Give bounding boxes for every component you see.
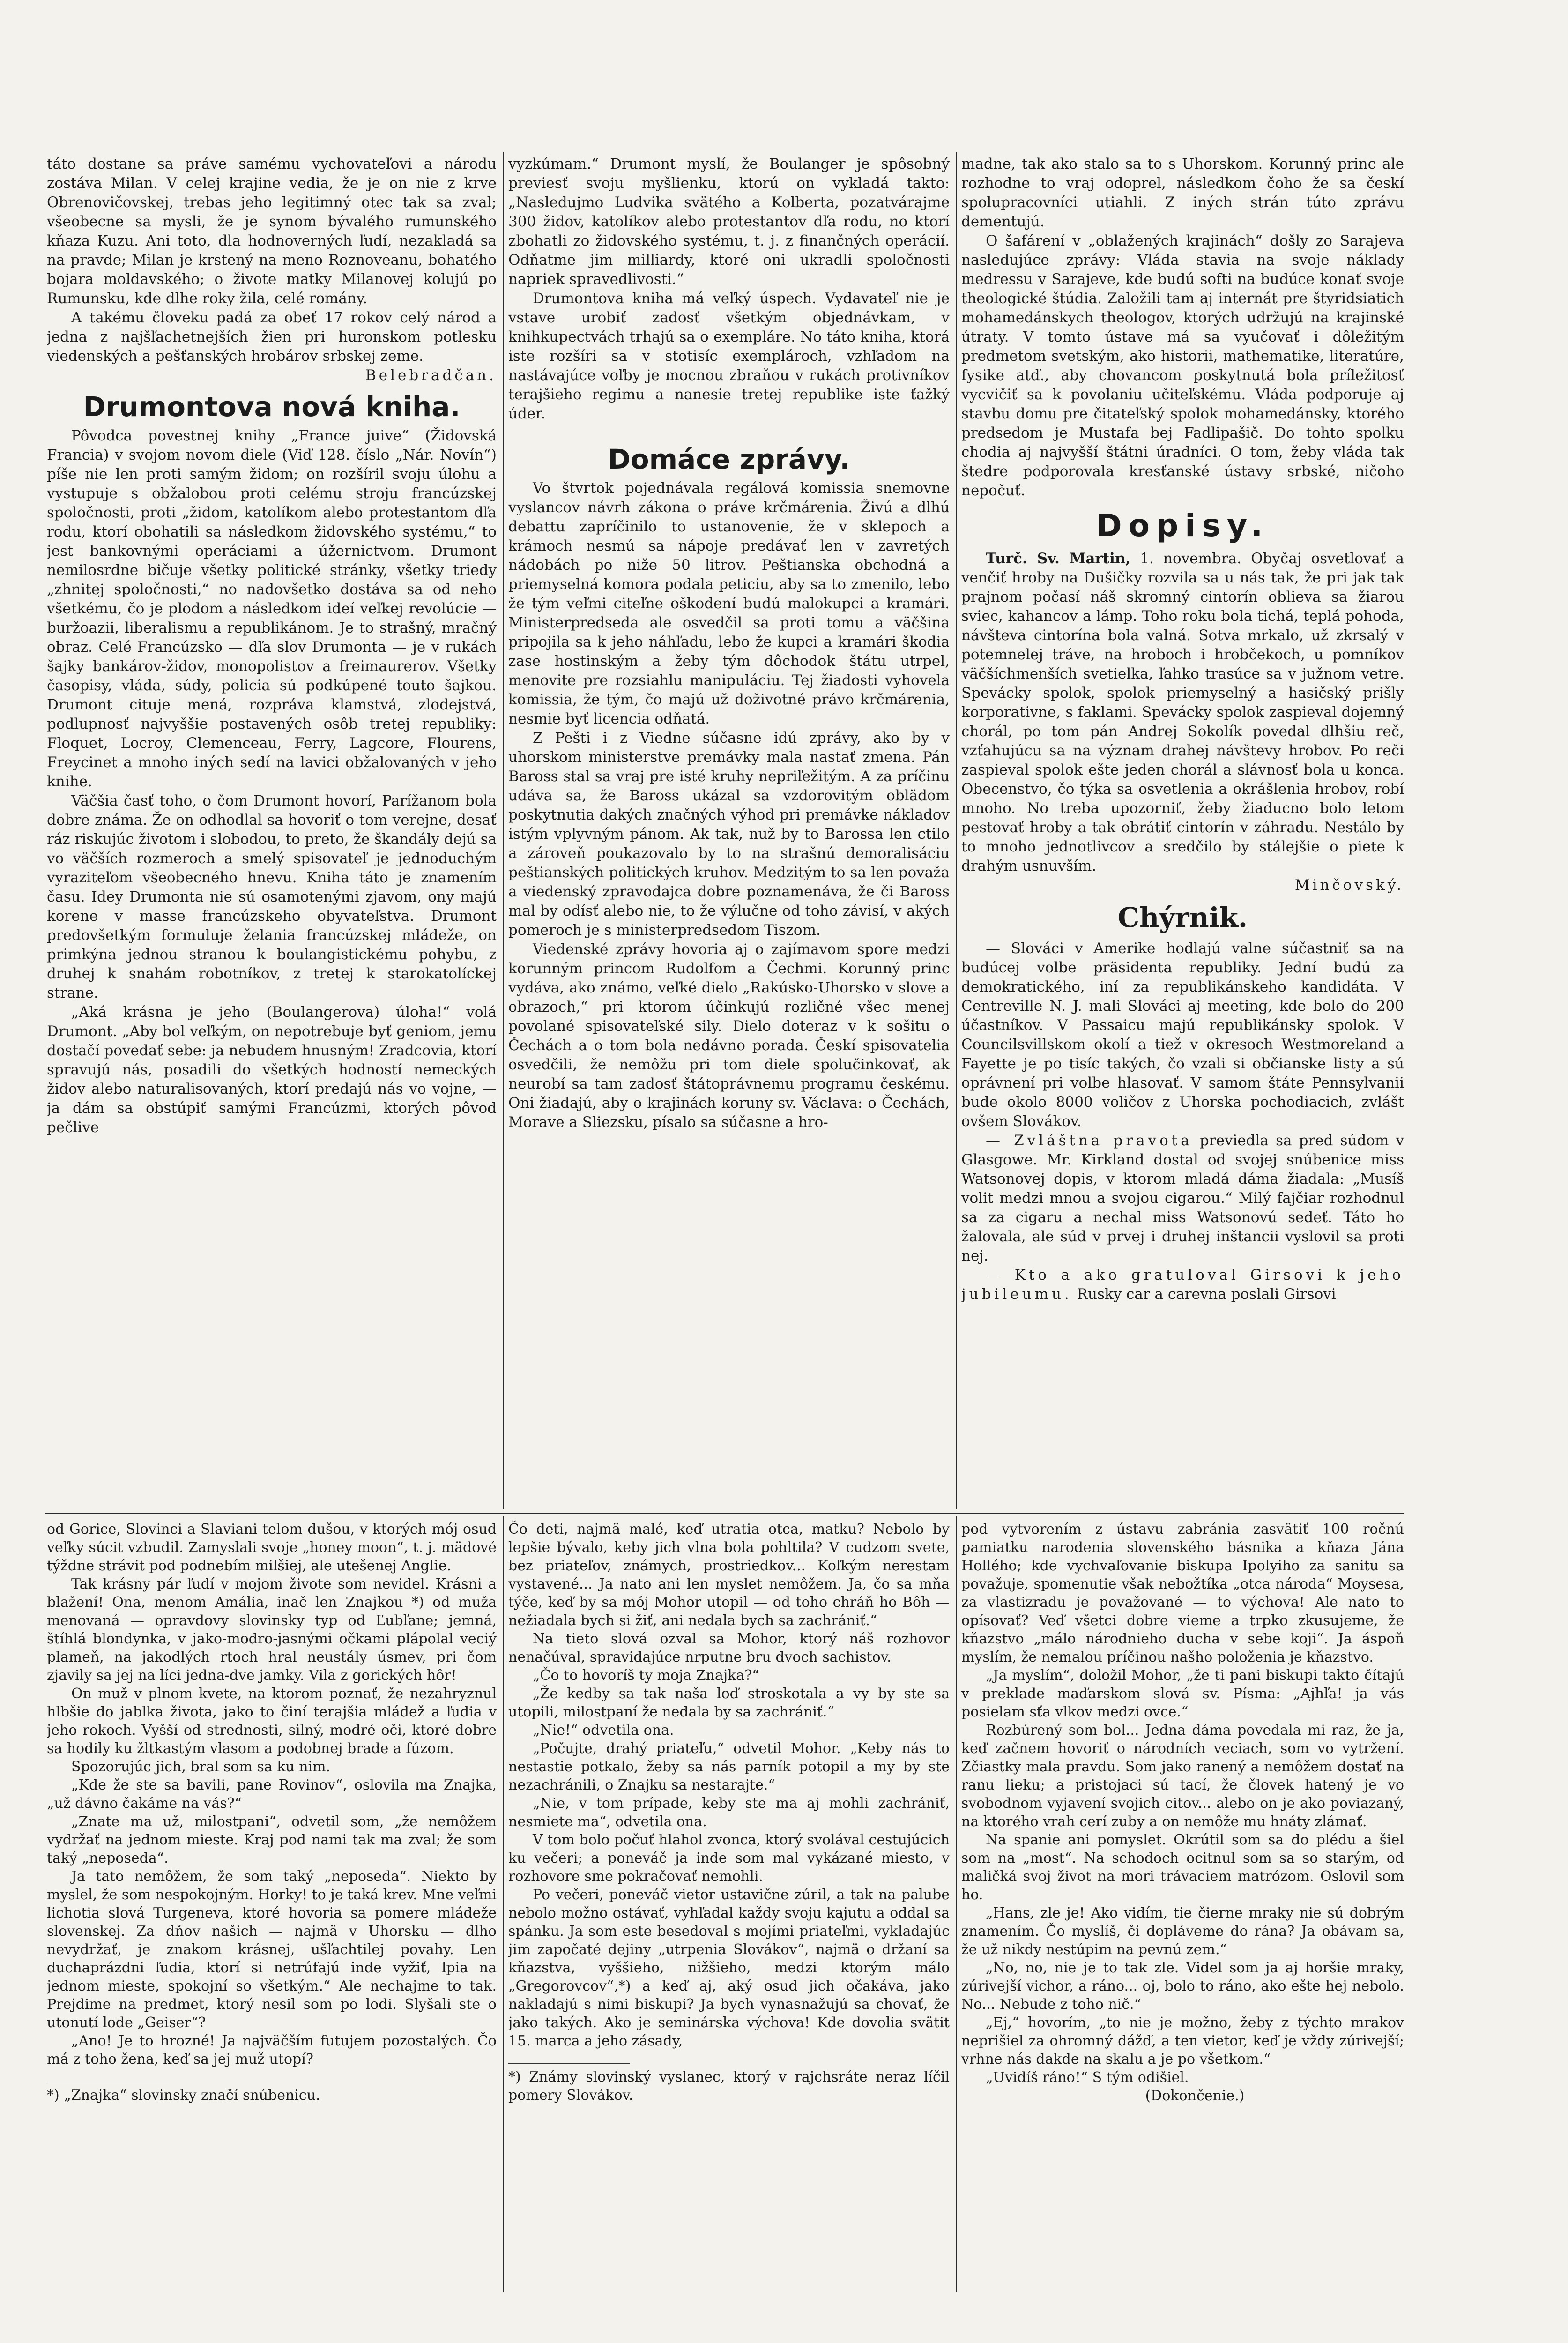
paragraph: „Nie!“ odvetila ona. [533, 1722, 674, 1739]
footnote-rule [508, 2063, 630, 2064]
paragraph: Spozorujúc jich, bral som sa ku nim. [71, 1759, 331, 1775]
column-a [47, 155, 497, 1509]
paragraph: Čo deti, najmä malé, keď utratia otca, matku? Nebolo by lepšie bývalo, keby jich vlna bola pohltila? V cudzom svete, bez priateľov, známych, prostriedkov... Koľkým nerestam vystavené... Ja nato ani len myslet nemôžem. Ja, čo sa mňa týče, keď by sa mój Mohor utopil — od toho chráň ho Bôh — nežiadala bych si žiť, ani nedala bych sa zachrániť.“ [508, 1521, 950, 1629]
paragraph: pod vytvorením z ústavu zabránia zasvätiť 100 ročnú pamiatku narodenia slovenského básnika a kňaza Jána Hollého; kde vychvaľovanie biskupa Ipolyiho za sanitu sa považuje, spomenutie však nebožtíka „otca národa“ Moysesa, za vlastizradu je považované — to výchova! Ale nato to opísovať? Veď všetci dobre vieme a trpko zkusujeme, že kňazstvo „málo národnieho ducha v sebe koji“. Ja áspoň myslím, že nemalou príčinou našho položenia je kňazstvo. [961, 1521, 1404, 1665]
feuilleton-column-a [47, 1520, 497, 2293]
paragraph: Z Pešti i z Viedne súčasne idú zprávy, ako by v uhorskom ministerstve premávky mala nastať zmena. Pán Baross stal sa vraj pre isté kruhy nepriľežitým. A za príčinu udáva sa, že Baross ukázal sa vzdorovitým oblädom poskytnutia dakých značných výhod pri premávke nákladov istým vplyvným pánom. Ak tak, nuž by to Barossa len ctilo a zároveň poukazovalo by to na strašnú demoralisáciu peštianských politických kruhov. Medzitým to sa len považa a viedenský zpravodajca dobre poznamenáva, že či Baross mal by odísť alebo nie, to že výlučne od toho závisí, v akých pomeroch je s ministerpredsedom Tiszom. [508, 730, 950, 939]
paragraph: A takému človeku padá za obeť 17 rokov celý národ a jedna z najšľachetnejších žien pri huronskom potlesku viedenských a pešťanských hrobárov srbskej zeme. [47, 309, 497, 365]
paragraph: Drumontova kniha má veľký úspech. Vydavateľ nie je vstave urobiť zadosť všetkým objednávkam, v knihkupectvách trhajú sa o exempláre. No táto kniha, ktorá iste rozšíri sa v stotisíc exemplároch, vzhľadom na nastávajúce voľby je mocnou zbraňou v rukách protivníkov terajšieho regimu a nanesie tretej republike iste ťažký úder. [508, 290, 950, 422]
paragraph-text: Rusky car a carevna poslali Girsovi [1072, 1286, 1336, 1303]
paragraph: „Čo to hovoríš ty moja Znajka?“ [533, 1667, 759, 1684]
paragraph [961, 1266, 1404, 1304]
paragraph-text: previedla sa pred súdom v Glasgowe. Mr. Kirkland dostal od svojej snúbenice miss Watsonovej dopis, v ktorom mladá dáma žiadala: „Musíš volit medzi mnou a svojou cigarou.“ Milý fajčiar rozhodnul sa za cigaru a nechal miss Watsonovú sedeť. Táto ho žalovala, ale súd v prvej i druhej inštancii vyslovil sa proti nej. [961, 1132, 1404, 1264]
paragraph: „Znate ma už, milostpani“, odvetil som, „že nemôžem vydržať na jednom mieste. Kraj pod nami tak ma zval; že som taký „neposeda“. [47, 1813, 497, 1866]
paragraph: táto dostane sa práve samému vychovateľovi a národu zostáva Milan. V celej krajine vedia, že je on nie z krve Obrenovičovskej, trebas jeho legitimný otec tak sa zval; všeobecne sa mysli, že je synom bývalého rumunského kňaza Kuzu. Ani toto, dla hodnoverných ľudí, nezakladá sa na pravde; Milan je krstený na meno Roznoveanu, bohatého bojara moldavského; o živote matky Milanovej kolujú po Rumunsku, kde dlhe roky žila, celé romány. [47, 156, 497, 307]
paragraph: Pôvodca povestnej knihy „France juive“ (Židovská Francia) v svojom novom diele (Viď 128. číslo „Nár. Novín“) píše nie len proti samým židom; on rozšíril svoju úlohu a vystupuje s obžalobou proti celému stroju francúzskej spoločnosti, proti „židom, katolíkom alebo protestantom dľa rodu, ktorí obohatili sa následkom židovského systému,“ to jest bankovnými operáciami a úžernictvom. Drumont nemilosrdne bičuje všetky politické stránky, všetky triedy „zhnitej spoločnosti,“ no nadovšetko dostáva sa od neho všetkému, čo je plodom a následkom ideí veľkej revolúcie — buržoazii, liberalismu a republikánom. Je to strašný, mračný obraz. Celé Francúzsko — dľa slov Drumonta — je v rukách šajky bankárov-židov, monopolistov a freimaurerov. Všetky časopisy, vláda, súdy, policia sú podkúpené touto šajkou. Drumont cituje mená, rozpráva klamstvá, zlodejstvá, podlupnosť najvyššie postavených osôb tretej republiky: Floquet, Locroy, Clemenceau, Ferry, Lagcore, Flourens, Freycinet a mnoho iných sedí na lavici obžalovaných v jeho knihe. [47, 427, 497, 790]
paragraph: Viedenské zprávy hovoria aj o zajímavom spore medzi korunným princom Rudolfom a Čechmi. Korunný princ vydáva, ako známo, veľké dielo „Rakúsko-Uhorsko v slove a obrazoch,“ pri ktorom účinkujú rozličné všec menej povolané spisovateľské sily. Dielo doteraz v k sošitu o Čechách a o tom bola nedávno porada. Českí spisovatelia osvedčili, že nemôžu pri tom diele spolučinkovať, ak neurobí sa tam zadosť štátoprávnemu programu českému. Oni žiadajú, aby o krajinách koruny sv. Václava: o Čechách, Morave a Sliezsku, písalo sa súčasne a hro- [508, 941, 950, 1131]
paragraph: V tom bolo počuť hlahol zvonca, ktorý svolával cestujúcich ku večeri; a poneváč ja inde som mal vykázané miesto, v rozhovore sme pokračovať nemohli. [508, 1832, 950, 1885]
news-lead: — Zvláštna pravota [986, 1132, 1193, 1149]
continuation-note: (Dokončenie.) [1145, 2088, 1245, 2104]
signature: Belebradčan. [365, 367, 497, 384]
news-lead: — Kto a ako gratuloval Girsovi k jeho jubileumu. [961, 1267, 1404, 1303]
paragraph: On muž v plnom kvete, na ktorom poznať, že nezahryznul hlbšie do jablka života, jako to činí terajšia mládež a ľudia v jeho rokoch. Vyšší od strednosti, silný, modré oči, ktoré dobre sa hodily ku žltkastým vlasom a podobnej brade a fúzom. [47, 1686, 497, 1757]
paragraph: „Že kedby sa tak naša loď stroskotala a vy by ste sa utopili, milostpaní že nedala by sa zachrániť.“ [508, 1686, 950, 1720]
column-c [961, 155, 1404, 1509]
section-heading: Chýrnik. [1117, 902, 1248, 933]
column-rule [503, 1516, 504, 2292]
paragraph [961, 549, 1404, 876]
section-heading: Domáce zprávy. [608, 443, 850, 475]
column-b [508, 155, 950, 1509]
paragraph: Tak krásny pár ľudí v mojom živote som nevidel. Krásni a blažení! Ona, menom Amália, inač len Znajkou *) od muža menovaná — opravdovy slovinsky typ od Ľubľane; jemná, štíhlá blondynka, v jako-modro-jasnými očkami plápolal veciý plameň, na jakodlých rtoch hral neustály úsmev, pri čom zjavily sa jej na líci jedna-dve jamky. Vila z gorických hôr! [47, 1576, 497, 1684]
paragraph: Vo štvrtok pojednávala regálová komissia snemovne vyslancov návrh zákona o práve krčmárenia. Živú a dlhú debattu zapríčinilo to ustanovenie, že v sklepoch a krámoch nesmú sa nápoje predávať len v zavretých nádobách po niže 50 litrov. Peštianska obchodná a priemyselná komora podala peticiu, aby sa to zmenilo, lebo že tým veľmi citeľne oškodení budú malokupci a kramári. Ministerpredseda ale osvedčil sa proti tomu a väčšina pripojila sa k jeho náhľadu, lebo že kupci a kramári škodia zase hostinským a žeby tým dôchodok štátu utrpel, menovite pre rozsiahlu manipuláciu. Tej žiadosti vyhovela komissia, že tým, čo majú už doživotné právo krčmárenia, nesmie byť licencia odňatá. [508, 480, 950, 727]
section-rule [45, 1513, 1404, 1514]
paragraph: vyzkúmam.“ Drumont myslí, že Boulanger je spôsobný previesť svoju myšlienku, ktorú on vykladá takto: „Nasledujmo Ludvika svätého a Kolberta, pozatvárajme 300 židov, katolíkov alebo protestantov dľa rodu, no ktorí zbohatli zo židovského systému, t. j. z finančných operácií. Odňatme jim milliardy, ktoré oni ukradli spoločnosti napriek spravedlivosti.“ [508, 156, 950, 288]
footnote: *) „Znajka“ slovinsky značí snúbenicu. [47, 2087, 320, 2104]
paragraph: „Ano! Je to hrozné! Ja najväčším futujem pozostalých. Čo má z toho žena, keď sa jej muž utopí? [47, 2033, 497, 2067]
paragraph: „Počujte, drahý priateľu,“ odvetil Mohor. „Keby nás to nestastie potkalo, žeby sa nás parník potopil a my by ste nezachránili, o Znajku sa nestarajte.“ [508, 1740, 950, 1793]
paragraph: Rozbúrený som bol... Jedna dáma povedala mi raz, že ja, keď začnem hovoriť o národních veciach, som vo vytržení. Zčiastky mala pravdu. Som jako ranený a nemôžem dostať na ranu lieku; a pristojaci sú tací, že človek hatený je vo svobodnom vyjavení svojich citov... alebo on je ako poviazaný, na ktorého vrah cerí zuby a on nemôže mu hnáty zlámať. [961, 1722, 1404, 1830]
column-rule [956, 1516, 957, 2292]
feuilleton-column-b [508, 1520, 950, 2293]
paragraph: „Kde že ste sa bavili, pane Rovinov“, oslovila ma Znajka, „už dávno čakáme na vás?“ [47, 1777, 497, 1812]
paragraph: Na tieto slová ozval sa Mohor, ktorý náš rozhovor nenačúval, spravidajúce nrputne bru dvoch sachistov. [508, 1631, 950, 1665]
column-rule [503, 152, 504, 1509]
paragraph: „Uvidíš ráno!“ S tým odišiel. [986, 2069, 1189, 2086]
paragraph: O šafárení v „oblažených krajinách“ došly zo Sarajeva nasledujúce zprávy: Vláda stavia na svoje náklady medressu v Sarajeve, kde budú softi na budúce konať svoje theologické štúdia. Založili tam aj internát pre štyridsiatich mohamedánskych theologov, ktorých udržujú na krajinské útraty. V tomto ústave má sa vyučovať i dôležitým predmetom svetským, ako historii, mathematike, literatúre, fysike atď., aby chovancom poskytnutá bola príležitosť vycvičiť sa k povolaniu učiteľskému. Vláda podporuje aj stavbu domu pre čitateľský spolok mohamedánsky, ktorého predsedom je Mustafa bej Fadlipašič. Do tohto spolku chodia aj najvyšší štátni úradníci. O tom, žeby vláda tak štedre podporovala kresťanské ústavy srbské, ničoho nepočuť. [961, 232, 1404, 499]
paragraph: „No, no, nie je to tak zle. Videl som ja aj horšie mraky, zúrivejší vichor, a ráno... oj, bolo to ráno, ako ešte hej nebolo. No... Nebude z toho nič.“ [961, 1960, 1404, 2013]
paragraph-text: 1. novembra. Obyčaj osvetlovať a venčiť hroby na Dušičky rozvila sa u nás tak, že pri jak tak prajnom počasí náš skromný cintorín oblieva sa žiarou sviec, kahancov a lámp. Toho roku bola tichá, teplá pohoda, návšteva cintorína bola valná. Sotva mrkalo, už zkrsalý v potemnelej tráve, na hroboch i hrobčekoch, u pomníkov väčšíchmenších svetielka, ľahko trasúce sa v južnom vetre. Spevácky spolok, spolok priemyselný a hasičský prišly korporativne, s faklami. Spevácky spolok zaspieval dojemný chorál, po tom pán Andrej Sokolík povedal dlhšiu reč, vzťahujúcu sa na význam drahej návštevy hrobov. Po reči zaspieval spolok ešte jeden chorál a slávnosť bola u konca. Obecenstvo, čo týka sa osvetlenia a okrášlenia hrobov, robí mnoho. No treba upozorniť, žeby žiaducno bolo letom pestovať hroby a tak obrátiť cintorín v záhradu. Nestálo by to mnoho jednotlivcov a sredčilo by stálejšie o piete k drahým usnuvším. [961, 550, 1404, 874]
paragraph: „Hans, zle je! Ako vidím, tie čierne mraky nie sú dobrým znamením. Čo myslíš, či dopláveme do rána? Ja obávam sa, že už nikdy nestúpim na pevnú zem.“ [961, 1905, 1404, 1958]
paragraph: od Gorice, Slovinci a Slaviani telom dušou, v ktorých mój osud veľky súcit vzbudil. Zamyslali svoje „honey moon“, t. j. mädové týždne strávit pod podnebím milšiej, ale utešenej Anglie. [47, 1521, 497, 1574]
section-heading: Dopisy. [1096, 507, 1270, 544]
feuilleton-column-c [961, 1520, 1404, 2293]
article-heading: Drumontova nová kniha. [83, 391, 461, 423]
paragraph: Väčšia časť toho, o čom Drumont hovorí, Parížanom bola dobre známa. Že on odhodlal sa hovoriť o tom verejne, desať ráz riskujúc životom i slobodou, to preto, že škandály dejú sa vo väčších rozmeroch a smelý spisovateľ je jednoduchým vyraziteľom všeobecného hnevu. Kniha táto je znamením času. Idey Drumonta nie sú osamotenými zjavom, ony majú korene v masse francúzskeho obyvateľstva. Drumont predovšetkým formuluje želania francúzskej mládeže, on primkýna jednou stranou k boulangistickému pohybu, z druhej k snahám robotníkov, z tretej k starokatolíckej strane. [47, 792, 497, 1001]
paragraph: „Ja myslím“, doložil Mohor, „že ti pani biskupi takto čítajú v preklade maďarskom slová sv. Písma: „Ajhľa! ja vás posielam sťa vlkov medzi ovce.“ [961, 1667, 1404, 1720]
paragraph [961, 1131, 1404, 1266]
footnote: *) Známy slovinský vyslanec, ktorý v rajchsráte neraz líčil pomery Slovákov. [508, 2069, 950, 2104]
column-rule [956, 152, 957, 1509]
paragraph: „Ej,“ hovorím, „to nie je možno, žeby z týchto mrakov neprišiel za ohromný dážď, a ten vietor, keď je vždy zúrivejší; vrhne nás dakde na skalu a je po všetkom.“ [961, 2015, 1404, 2067]
dateline: Turč. Sv. Martin, [986, 550, 1131, 567]
paragraph: „Nie, v tom prípade, keby ste ma aj mohli zachrániť, nesmiete ma“, odvetila ona. [508, 1795, 950, 1830]
paragraph: Na spanie ani pomyslet. Okrútil som sa do plédu a šiel som na „most“. Na schodoch ocitnul som sa so starým, od maličká svoj život na mori trávaciem matrózom. Oslovil som ho. [961, 1832, 1404, 1903]
signature: Minčovský. [1294, 877, 1404, 894]
paragraph: — Slováci v Amerike hodlajú valne súčastniť sa na budúcej volbe präsidenta republiky. Jední budú za demokratického, iní za republikánskeho kandidáta. V Centreville N. J. mali Slováci aj meeting, kde bolo do 200 účastníkov. V Passaicu majú republikánsky spolok. V Councilsvillskom okolí a tiež v okresoch Westmoreland a Fayette je po tisíc takých, čo vzali si občianske listy a sú oprávnení pri volbe hlasovať. V samom štáte Pennsylvanii bude okolo 8000 voličov z Uhorska pochodiacich, zvlášt ovšem Slovákov. [961, 940, 1404, 1130]
paragraph: Ja tato nemôžem, že som taký „neposeda“. Niekto by myslel, že som nespokojným. Horky! to je taká krev. Mne veľmi lichotia slová Turgeneva, ktoré hovoria sa pomere mládeže slovenskej. Za dňov našich — najmä v Uhorsku — dlho nevydržať, je znakom krásnej, ušľachtilej povahy. Len duchaprázdni ľudia, ktorí si netrúfajú inde vyžiť, lpia na jednom mieste, spokojní so všetkým.“ Ale nechajme to tak. Prejdime na predmet, ktorý nesil som po lodi. Slyšali ste o utonutí lode „Geiser“? [47, 1868, 497, 2031]
paragraph: „Aká krásna je jeho (Boulangerova) úloha!“ volá Drumont. „Aby bol veľkým, on nepotrebuje byť geniom, jemu dostačí povedať sebe: ja nebudem hnusným! Zradcovia, ktorí spravujú nás, posadili do všetkých hodností nemeckých židov alebo naturalisovaných, ktorí predajú nás vo vojne, — ja dám sa obstúpiť samými Francúzmi, ktorých pôvod pečlive [47, 1004, 497, 1136]
paragraph: madne, tak ako stalo sa to s Uhorskom. Korunný princ ale rozhodne to vraj odoprel, následkom čoho že sa českí spolupracovníci utiahli. Z iných strán túto zprávu dementujú. [961, 156, 1404, 230]
paragraph: Po večeri, poneváč vietor ustavične zúril, a tak na palube nebolo možno ostávať, vyhľadal každy svoju kajutu a oddal sa spánku. Ja som este besedoval s mojími priateľmi, vykladajúc jim započaté dejiny „utrpenia Slovákov“, najmä o držaní sa kňazstva, vyššieho, nižšieho, medzi ktorým málo „Gregorovcov“,*) a keď aj, aký osud jich očakáva, jako nakladajú s nimi biskupi? Ja bych vynasnažujú sa chovať, že jako takých. Ako je seminárska výchova! Kde dovolia svätit 15. marca a jeho zásady, [508, 1887, 950, 2049]
